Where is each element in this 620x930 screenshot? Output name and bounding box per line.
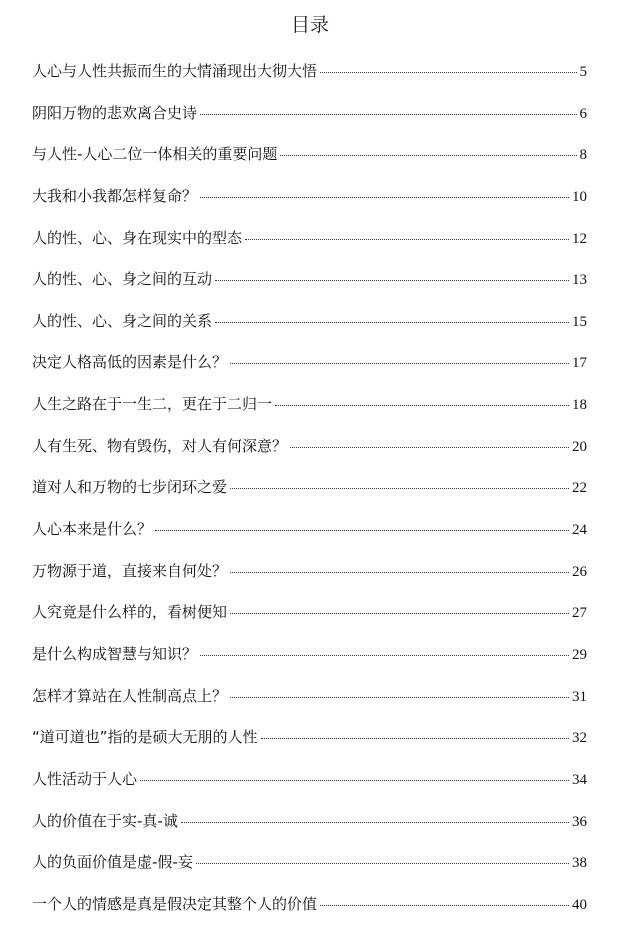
dot-leader (215, 280, 569, 281)
toc-entry-title[interactable]: 人有生死、物有毁伤，对人有何深意？ (32, 436, 288, 455)
toc-entry[interactable] (32, 389, 587, 431)
toc-entry[interactable] (32, 806, 587, 848)
dot-leader (290, 447, 569, 448)
toc-page-number[interactable]: 12 (572, 230, 587, 247)
toc-entry[interactable] (32, 889, 587, 930)
toc-page-number[interactable]: 22 (572, 480, 587, 497)
dot-leader (320, 72, 576, 73)
dot-leader (181, 822, 569, 823)
toc-entry[interactable] (32, 223, 587, 265)
dot-leader (196, 863, 569, 864)
toc-entry[interactable] (32, 847, 587, 889)
toc-entry-title[interactable]: 人的价值在于实-真-诚 (32, 811, 178, 830)
dot-leader (230, 697, 569, 698)
toc-page-number[interactable]: 18 (572, 397, 587, 414)
toc-page-number[interactable]: 24 (572, 522, 587, 539)
toc-page-number[interactable]: 40 (572, 896, 587, 913)
toc-entry[interactable] (32, 139, 587, 181)
toc-page-number[interactable]: 36 (572, 813, 587, 830)
toc-page-number[interactable]: 6 (579, 105, 587, 122)
toc-page-number[interactable]: 13 (572, 272, 587, 289)
toc-page-number[interactable]: 26 (572, 563, 587, 580)
toc-entry[interactable] (32, 764, 587, 806)
toc-page-number[interactable]: 8 (579, 147, 587, 164)
toc-entry-title[interactable]: 人性活动于人心 (32, 769, 138, 788)
dot-leader (230, 572, 569, 573)
toc-page-number[interactable]: 5 (579, 64, 587, 80)
dot-leader (140, 780, 569, 781)
toc-entry-title[interactable]: 人心与人性共振而生的大情涌现出大彻大悟 (32, 62, 318, 80)
toc-entry-title[interactable]: 人的负面价值是虚-假-妄 (32, 853, 193, 872)
toc-entry[interactable] (32, 556, 587, 598)
toc-entry-title[interactable]: 怎样才算站在人性制高点上？ (32, 686, 228, 705)
dot-leader (245, 239, 569, 240)
dot-leader (230, 613, 569, 614)
toc-entry[interactable] (32, 431, 587, 473)
dot-leader (280, 155, 576, 156)
toc-entry[interactable] (32, 514, 587, 556)
toc-entry-title[interactable]: 一个人的情感是真是假决定其整个人的价值 (32, 894, 318, 913)
dot-leader (320, 905, 569, 906)
toc-entry-title[interactable]: 人的性、心、身在现实中的型态 (32, 228, 243, 247)
toc-entry[interactable] (32, 347, 587, 389)
toc-entry-title[interactable]: 人究竟是什么样的，看树便知 (32, 603, 228, 622)
toc-page-number[interactable]: 15 (572, 313, 587, 330)
toc-entry[interactable] (32, 639, 587, 681)
toc-page-number[interactable]: 17 (572, 355, 587, 372)
toc-entry-title[interactable]: 阴阳万物的悲欢离合史诗 (32, 103, 198, 122)
dot-leader (155, 530, 569, 531)
toc-entry-title[interactable]: 人心本来是什么？ (32, 520, 153, 539)
toc-entry[interactable] (32, 264, 587, 306)
toc-page-number[interactable]: 34 (572, 771, 587, 788)
toc-entry-title[interactable]: 人的性、心、身之间的关系 (32, 311, 213, 330)
toc-entry[interactable] (32, 681, 587, 723)
toc-entry[interactable] (32, 56, 587, 98)
toc-entry[interactable] (32, 472, 587, 514)
dot-leader (215, 322, 569, 323)
toc-entry-title[interactable]: 人生之路在于一生二，更在于二归一 (32, 395, 273, 414)
dot-leader (230, 363, 569, 364)
dot-leader (230, 488, 569, 489)
toc-page-number[interactable]: 32 (572, 730, 587, 747)
toc-entry-title[interactable]: “道可道也”指的是硕大无朋的人性 (32, 728, 258, 747)
toc-entry[interactable] (32, 722, 587, 764)
toc-page-number[interactable]: 29 (572, 646, 587, 663)
toc-entry[interactable] (32, 306, 587, 348)
toc-page-number[interactable]: 20 (572, 438, 587, 455)
dot-leader (261, 738, 569, 739)
dot-leader (200, 114, 576, 115)
toc-entry-title[interactable]: 决定人格高低的因素是什么？ (32, 353, 228, 372)
toc-entry-title[interactable]: 与人性-人心二位一体相关的重要问题 (32, 145, 278, 164)
toc-entry[interactable] (32, 597, 587, 639)
toc-entry[interactable] (32, 181, 587, 223)
page-title: 目录 (290, 14, 329, 36)
dot-leader (200, 655, 569, 656)
toc-entry-title[interactable]: 万物源于道，直接来自何处？ (32, 561, 228, 580)
toc-page-number[interactable]: 10 (572, 188, 587, 205)
toc-entry-title[interactable]: 是什么构成智慧与知识？ (32, 644, 198, 663)
toc-entry[interactable] (32, 98, 587, 140)
toc-page-number[interactable]: 38 (572, 855, 587, 872)
toc-entry-title[interactable]: 道对人和万物的七步闭环之爱 (32, 478, 228, 497)
toc-page-number[interactable]: 27 (572, 605, 587, 622)
toc-entry-title[interactable]: 人的性、心、身之间的互动 (32, 270, 213, 289)
toc-entry-title[interactable]: 大我和小我都怎样复命？ (32, 186, 198, 205)
dot-leader (200, 197, 569, 198)
dot-leader (275, 405, 569, 406)
toc-page-number[interactable]: 31 (572, 688, 587, 705)
toc-list (32, 56, 587, 930)
